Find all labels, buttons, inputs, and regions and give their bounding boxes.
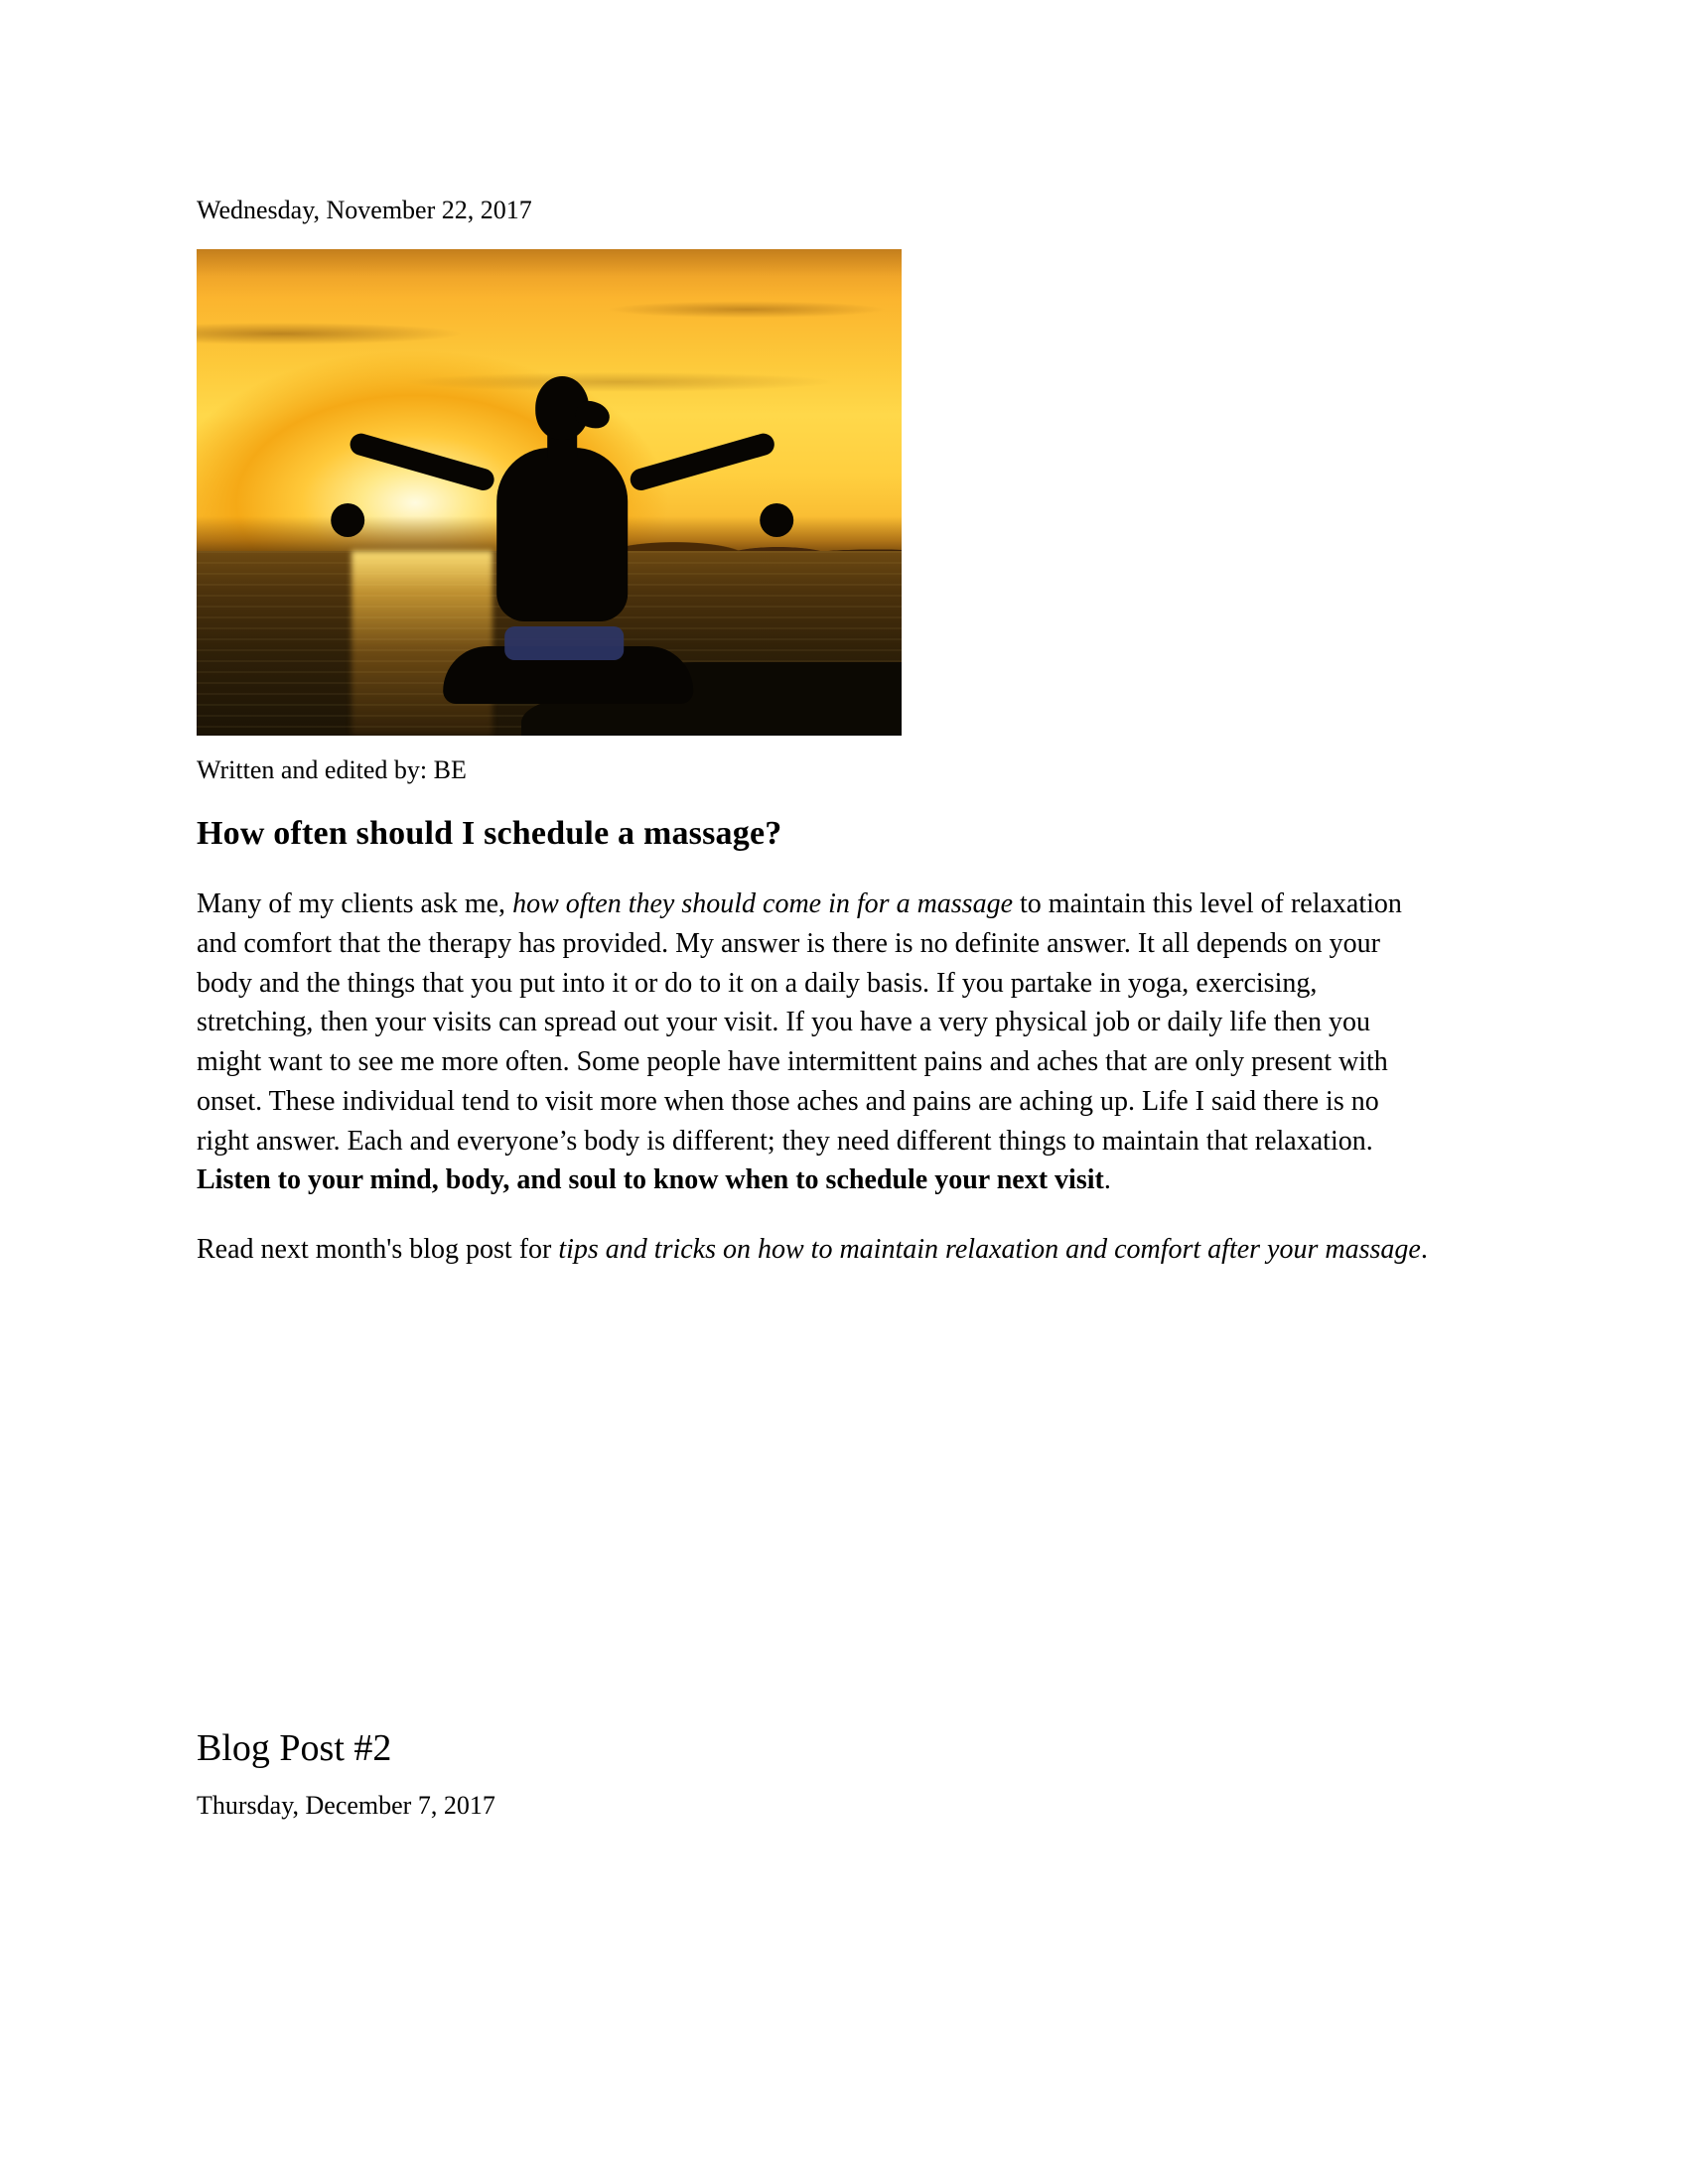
post-paragraph-1 — [197, 885, 1438, 1200]
page-title: How often should I schedule a massage? — [197, 814, 782, 852]
paragraph-1-text-2: to maintain this level of relaxation and comfort that the therapy has provided. My answer is there is no definite answer. It all depends on your body and the things that you put into it or do to it on a daily basis. If you partake in yoga, exercising, stretching, then your visits can spread out your visit. If you have a very physical job or daily life then you might want to see me more often. Some people have intermittent pains and aches that are only present with onset. These individual tend to visit more when those aches and pains are aching up. Life I said there is no right answer. Each and everyone’s body is different; they need different things to maintain that relaxation. — [197, 888, 1402, 1157]
page-spacer — [197, 1299, 1438, 1726]
byline: Written and edited by: BE — [197, 754, 467, 784]
next-post-title: Blog Post #2 — [197, 1726, 392, 1769]
paragraph-2-text-1: Read next month's blog post for — [197, 1234, 559, 1266]
meditation-sunset-photo — [197, 249, 902, 736]
paragraph-2-italic-1: tips and tricks on how to maintain relaxation and comfort after your massage — [558, 1234, 1421, 1266]
figure-left-hand — [331, 503, 364, 537]
paragraph-1-text-3: . — [1103, 1164, 1111, 1196]
paragraph-1-italic-1: how often they should come in for a massage — [512, 888, 1014, 920]
photo-meditating-figure — [398, 376, 726, 704]
post-paragraph-2 — [197, 1230, 1438, 1270]
paragraph-2-text-2: . — [1420, 1234, 1428, 1266]
figure-torso — [496, 448, 628, 621]
figure-shorts — [504, 626, 624, 660]
paragraph-1-bold-1: Listen to your mind, body, and soul to know when to schedule your next visit — [197, 1164, 1104, 1196]
post-date: Wednesday, November 22, 2017 — [197, 196, 532, 224]
next-post-date: Thursday, December 7, 2017 — [197, 1791, 495, 1821]
figure-right-hand — [760, 503, 793, 537]
paragraph-1-text-1: Many of my clients ask me, — [197, 888, 513, 920]
document-content — [197, 194, 1438, 1823]
